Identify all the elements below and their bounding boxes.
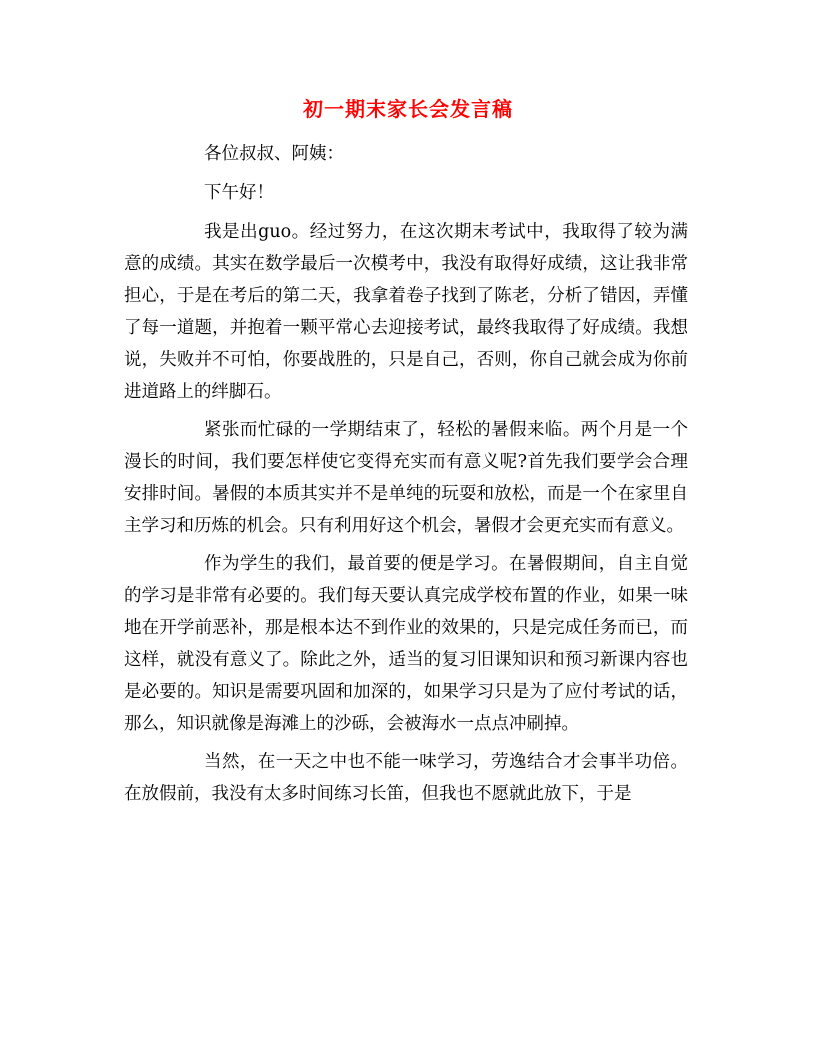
paragraph-summer-vacation: 紧张而忙碌的一学期结束了，轻松的暑假来临。两个月是一个漫长的时间，我们要怎样使它变得充实而有意义呢?首先我们要学会合理安排时间。暑假的本质其实并不是单纯的玩耍和放松，而是一个在家里自主学习和历炼的机会。只有利用好这个机会，暑假才会更充实而有意义。 [124,420,688,536]
paragraph-greeting: 下午好！ [204,183,274,203]
document-body [124,138,688,816]
paragraph-balance: 当然，在一天之中也不能一味学习，劳逸结合才会事半功倍。在放假前，我没有太多时间练习长笛，但我也不愿就此放下，于是 [124,752,688,804]
paragraph-exam-result: 我是出guo。经过努力，在这次期末考试中，我取得了较为满意的成绩。其实在数学最后一次模考中，我没有取得好成绩，这让我非常担心，于是在考后的第二天，我拿着卷子找到了陈老，分析了错因，弄懂了每一道题，并抱着一颗平常心去迎接考试，最终我取得了好成绩。我想说，失败并不可怕，你要战胜的，只是自己，否则，你自己就会成为你前进道路上的绊脚石。 [124,222,688,402]
paragraph-study: 作为学生的我们，最首要的便是学习。在暑假期间，自主自觉的学习是非常有必要的。我们每天要认真完成学校布置的作业，如果一味地在开学前恶补，那是根本达不到作业的效果的，只是完成任务而已，而这样，就没有意义了。除此之外，适当的复习旧课知识和预习新课内容也是必要的。知识是需要巩固和加深的，如果学习只是为了应付考试的话，那么，知识就像是海滩上的沙砾，会被海水一点点冲刷掉。 [124,554,688,734]
paragraph-salutation: 各位叔叔、阿姨： [204,144,344,164]
document-title: 初一期末家长会发言稿 [303,97,513,121]
